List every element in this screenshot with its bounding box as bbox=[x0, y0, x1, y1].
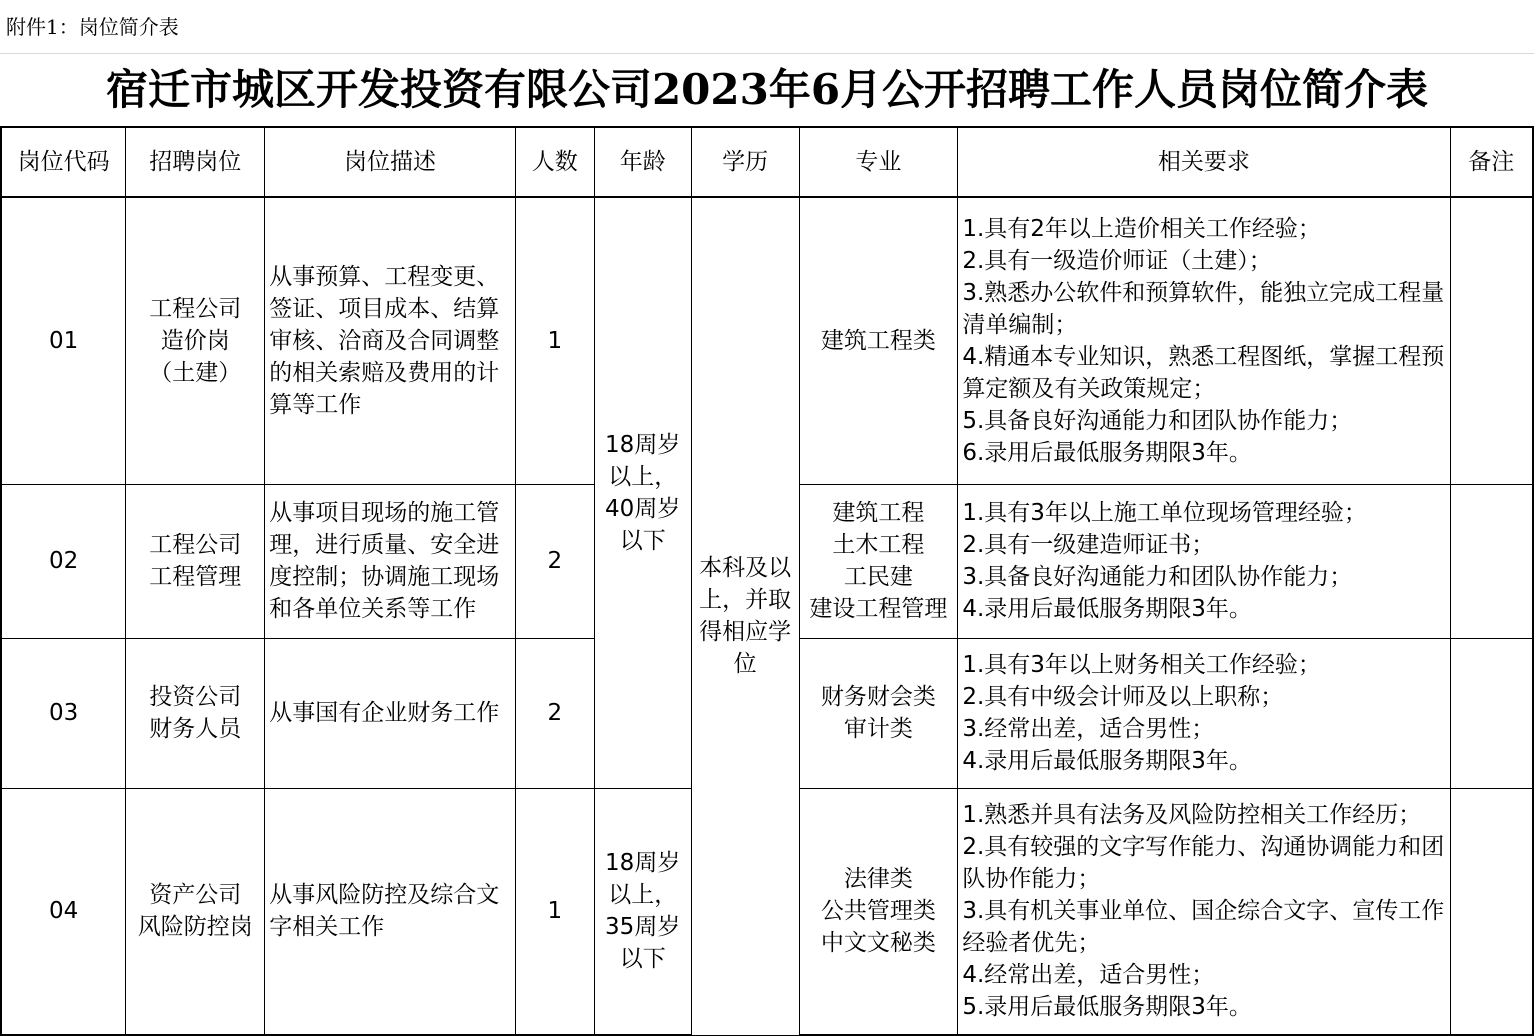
header-major[interactable]: 专业 bbox=[799, 127, 958, 197]
cell-position[interactable]: 投资公司 财务人员 bbox=[126, 638, 265, 788]
cell-count[interactable]: 2 bbox=[515, 638, 594, 788]
cell-description[interactable]: 从事项目现场的施工管理，进行质量、安全进度控制；协调施工现场和各单位关系等工作 bbox=[265, 484, 516, 638]
cell-code[interactable]: 02 bbox=[1, 484, 126, 638]
table-header-row bbox=[1, 127, 1533, 197]
cell-age[interactable]: 18周岁 以上， 35周岁 以下 bbox=[594, 788, 691, 1035]
cell-code[interactable]: 03 bbox=[1, 638, 126, 788]
header-count[interactable]: 人数 bbox=[515, 127, 594, 197]
positions-table bbox=[0, 126, 1534, 1036]
header-education[interactable]: 学历 bbox=[691, 127, 799, 197]
cell-remarks[interactable] bbox=[1450, 484, 1533, 638]
header-position[interactable]: 招聘岗位 bbox=[126, 127, 265, 197]
cell-remarks[interactable] bbox=[1450, 197, 1533, 484]
cell-remarks[interactable] bbox=[1450, 788, 1533, 1035]
cell-count[interactable]: 2 bbox=[515, 484, 594, 638]
cell-position[interactable]: 工程公司 工程管理 bbox=[126, 484, 265, 638]
cell-description[interactable]: 从事风险防控及综合文字相关工作 bbox=[265, 788, 516, 1035]
header-requirements[interactable]: 相关要求 bbox=[958, 127, 1450, 197]
cell-code[interactable]: 04 bbox=[1, 788, 126, 1035]
cell-education-merged[interactable]: 本科及以上，并取得相应学位 bbox=[691, 197, 799, 1035]
cell-requirements[interactable]: 1.具有3年以上施工单位现场管理经验； 2.具有一级建造师证书； 3.具备良好沟通能力和团队协作能力； 4.录用后最低服务期限3年。 bbox=[958, 484, 1450, 638]
table-row bbox=[1, 197, 1533, 484]
cell-requirements[interactable]: 1.具有3年以上财务相关工作经验； 2.具有中级会计师及以上职称； 3.经常出差，适合男性； 4.录用后最低服务期限3年。 bbox=[958, 638, 1450, 788]
page-title: 宿迁市城区开发投资有限公司2023年6月公开招聘工作人员岗位简介表 bbox=[105, 65, 1429, 114]
header-remarks[interactable]: 备注 bbox=[1450, 127, 1533, 197]
cell-description[interactable]: 从事国有企业财务工作 bbox=[265, 638, 516, 788]
cell-remarks[interactable] bbox=[1450, 638, 1533, 788]
header-code[interactable]: 岗位代码 bbox=[1, 127, 126, 197]
cell-requirements[interactable]: 1.熟悉并具有法务及风险防控相关工作经历； 2.具有较强的文字写作能力、沟通协调能力和团队协作能力； 3.具有机关事业单位、国企综合文字、宣传工作经验者优先； 4.经常出差，适合男性； 5.录用后最低服务期限3年。 bbox=[958, 788, 1450, 1035]
cell-major[interactable]: 建筑工程类 bbox=[799, 197, 958, 484]
cell-position[interactable]: 资产公司 风险防控岗 bbox=[126, 788, 265, 1035]
cell-code[interactable]: 01 bbox=[1, 197, 126, 484]
header-age[interactable]: 年龄 bbox=[594, 127, 691, 197]
cell-requirements[interactable]: 1.具有2年以上造价相关工作经验； 2.具有一级造价师证（土建）； 3.熟悉办公软件和预算软件，能独立完成工程量清单编制； 4.精通本专业知识，熟悉工程图纸，掌握工程预算定额及有关政策规定； 5.具备良好沟通能力和团队协作能力； 6.录用后最低服务期限3年。 bbox=[958, 197, 1450, 484]
cell-major[interactable]: 财务财会类 审计类 bbox=[799, 638, 958, 788]
cell-age-merged[interactable]: 18周岁 以上， 40周岁 以下 bbox=[594, 197, 691, 788]
cell-major[interactable]: 建筑工程 土木工程 工民建 建设工程管理 bbox=[799, 484, 958, 638]
cell-major[interactable]: 法律类 公共管理类 中文文秘类 bbox=[799, 788, 958, 1035]
attachment-label: 附件1：岗位简介表 bbox=[0, 0, 1534, 54]
cell-count[interactable]: 1 bbox=[515, 197, 594, 484]
header-description[interactable]: 岗位描述 bbox=[265, 127, 516, 197]
cell-position[interactable]: 工程公司 造价岗 （土建） bbox=[126, 197, 265, 484]
cell-description[interactable]: 从事预算、工程变更、签证、项目成本、结算审核、洽商及合同调整的相关索赔及费用的计算等工作 bbox=[265, 197, 516, 484]
cell-count[interactable]: 1 bbox=[515, 788, 594, 1035]
